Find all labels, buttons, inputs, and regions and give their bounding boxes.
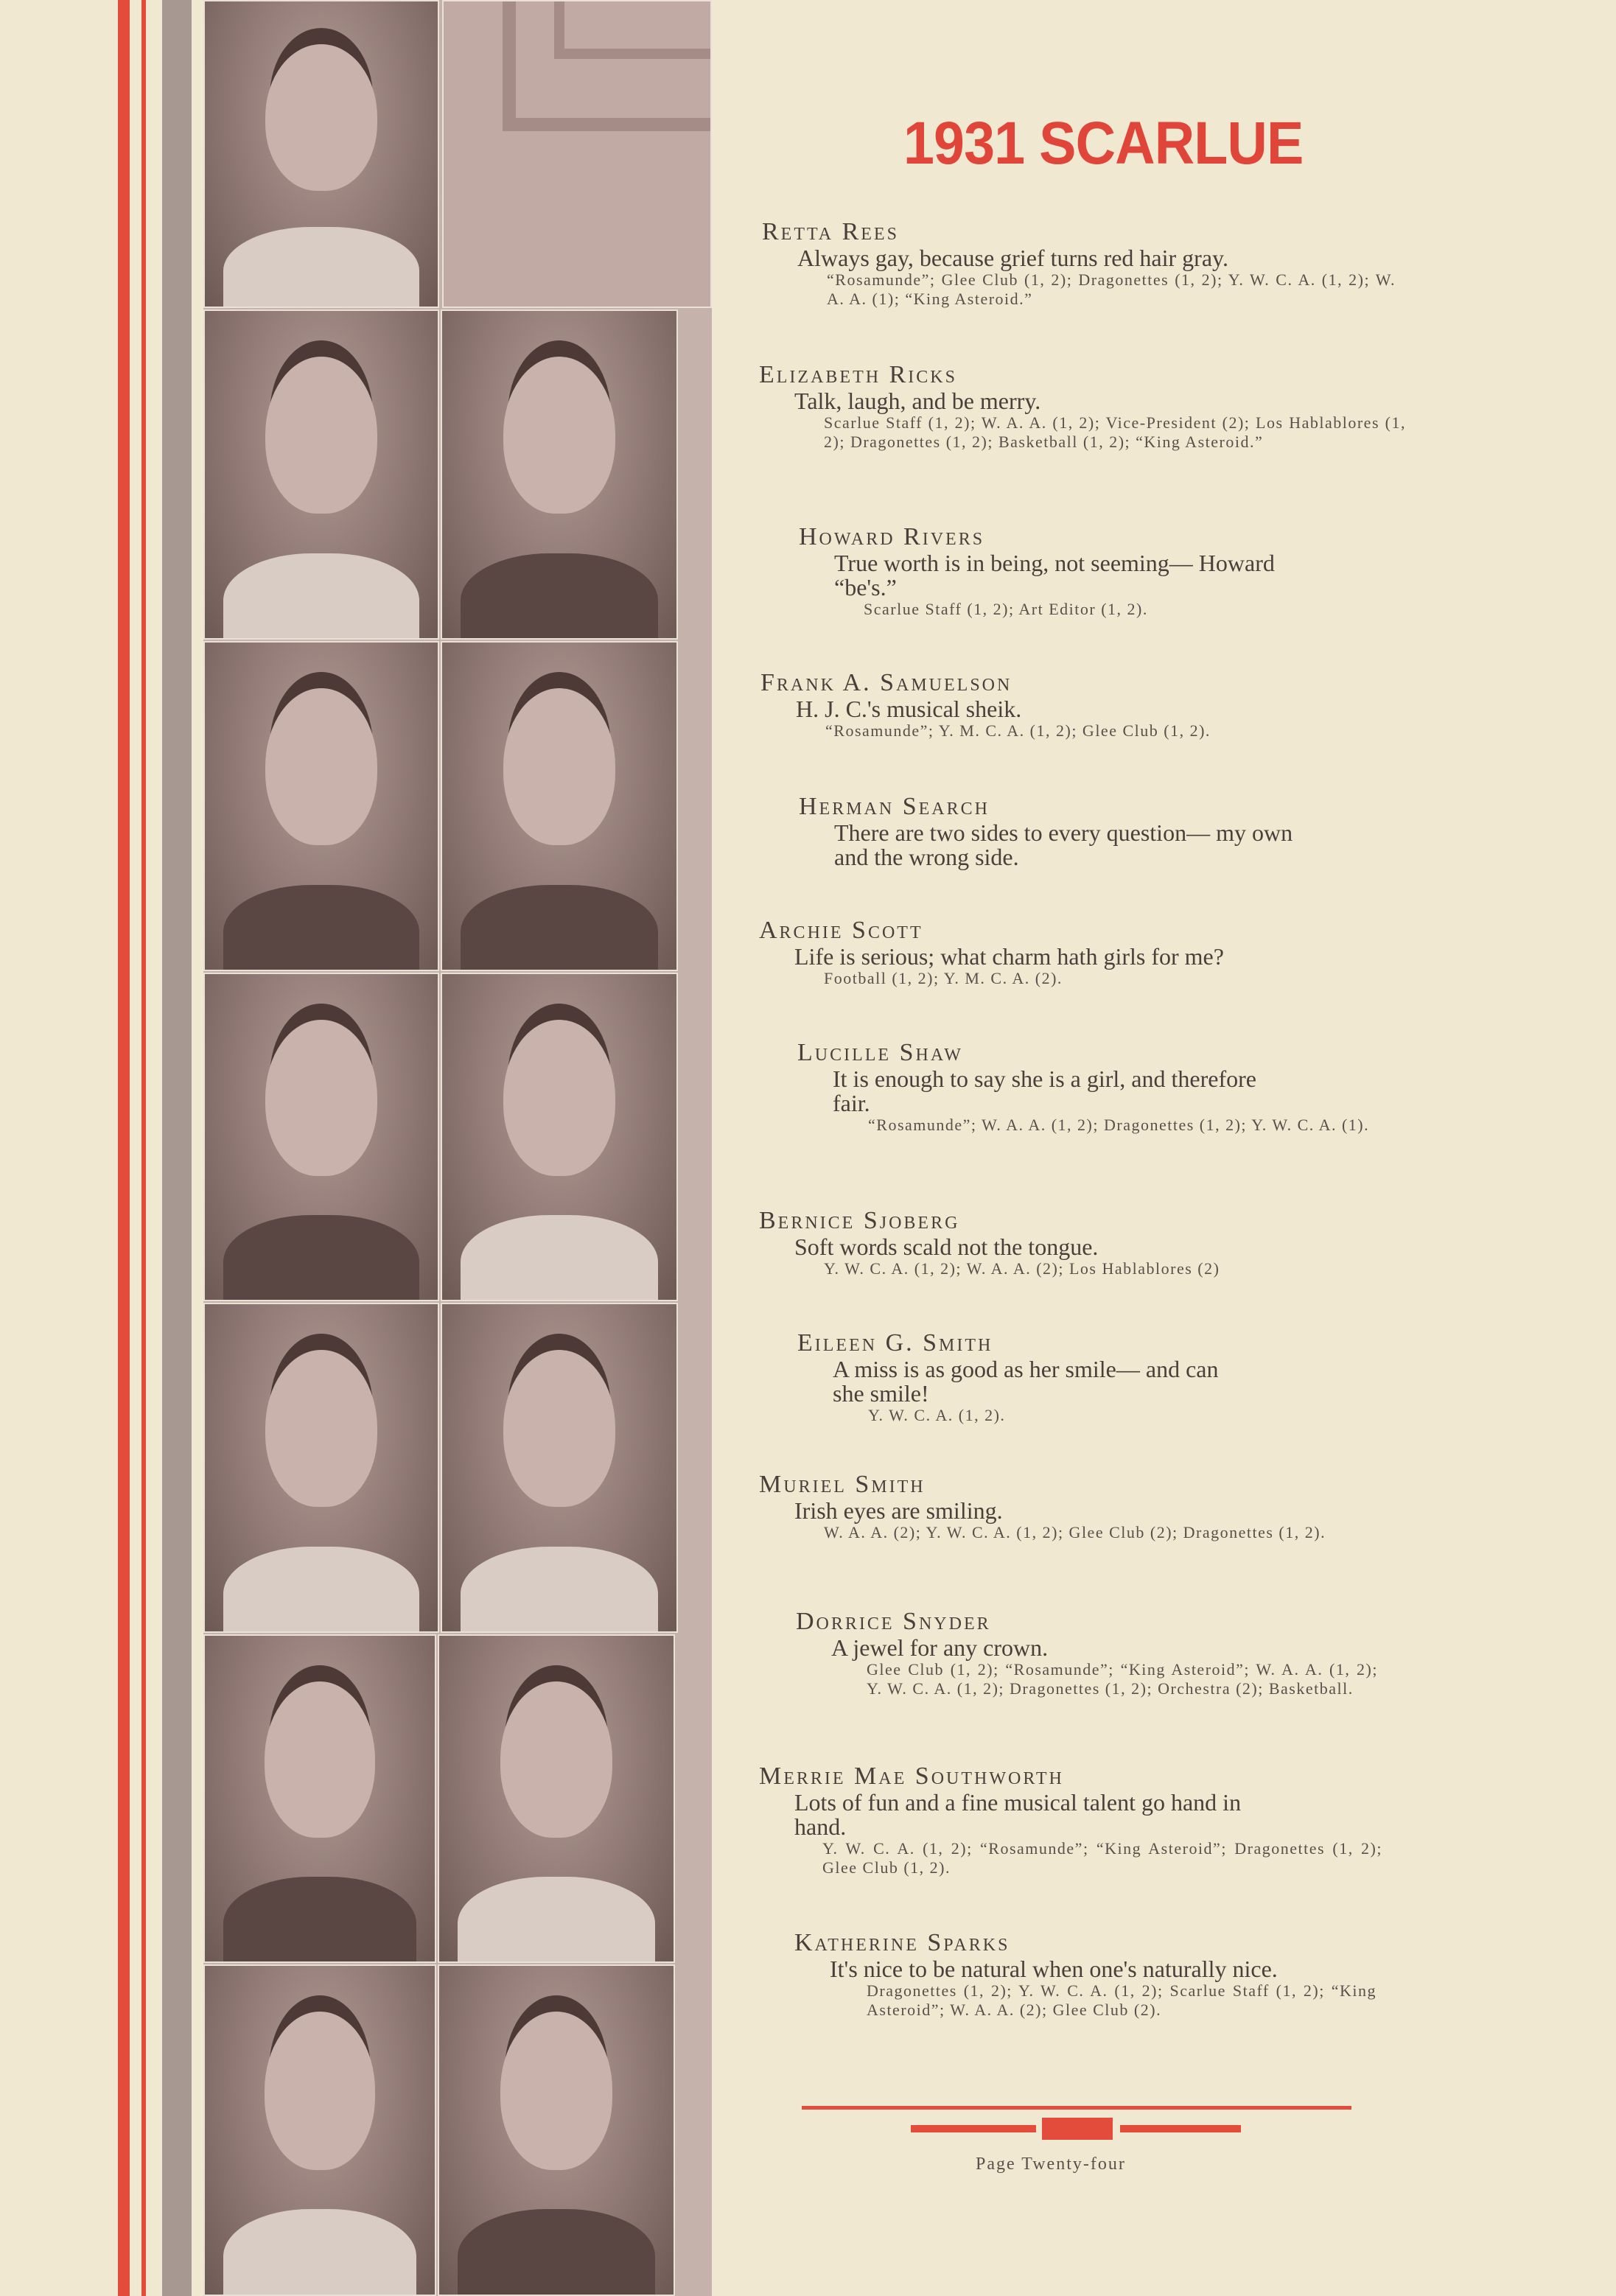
geometric-ornament <box>442 0 712 308</box>
portrait-photo <box>203 973 439 1301</box>
student-name: Dorrice Snyder <box>796 1608 991 1635</box>
student-motto: Talk, laugh, and be merry. <box>794 388 1041 414</box>
student-activities: Glee Club (1, 2); “Rosamunde”; “King Asteroid”; W. A. A. (1, 2); Y. W. C. A. (1, 2); Dragonettes (1, 2); Orchestra (2); Basketball. <box>867 1660 1378 1698</box>
student-name: Katherine Sparks <box>794 1929 1010 1956</box>
student-activities: Y. W. C. A. (1, 2); “Rosamunde”; “King Asteroid”; Dragonettes (1, 2); Glee Club (1, 2). <box>822 1839 1382 1877</box>
student-entry <box>760 669 1394 741</box>
student-entry <box>759 1207 1393 1278</box>
student-name: Merrie Mae Southworth <box>759 1763 1064 1790</box>
grey-margin-rule <box>162 0 192 2296</box>
student-motto: Lots of fun and a fine musical talent go hand in hand. <box>794 1789 1242 1840</box>
student-entry <box>794 1929 1377 2020</box>
student-name: Muriel Smith <box>759 1471 926 1498</box>
student-entry <box>796 1608 1378 1698</box>
student-entry <box>797 1039 1379 1135</box>
student-motto: Always gay, because grief turns red hair gray. <box>797 245 1228 271</box>
portrait-photo <box>203 1303 439 1633</box>
footer-ornament <box>911 2125 1036 2132</box>
student-activities: “Rosamunde”; Y. M. C. A. (1, 2); Glee Club (1, 2). <box>825 721 1211 740</box>
portrait-photo <box>441 1303 678 1633</box>
student-activities: W. A. A. (2); Y. W. C. A. (1, 2); Glee Club (2); Dragonettes (1, 2). <box>824 1523 1326 1541</box>
footer-ornament-center <box>1042 2118 1113 2140</box>
portrait-photo <box>438 1634 675 1963</box>
student-motto: Soft words scald not the tongue. <box>794 1233 1099 1260</box>
student-motto: There are two sides to every question— my own and the wrong side. <box>834 819 1293 870</box>
student-activities: Y. W. C. A. (1, 2); W. A. A. (2); Los Hablablores (2) <box>824 1259 1220 1278</box>
student-entry <box>759 917 1393 988</box>
student-name: Retta Rees <box>762 218 899 245</box>
student-activities: Football (1, 2); Y. M. C. A. (2). <box>824 969 1063 987</box>
portrait-photo <box>438 1964 675 2296</box>
student-activities: Scarlue Staff (1, 2); W. A. A. (1, 2); Vice-President (2); Los Hablablores (1, 2); Dragonettes (1, 2); Basketball (1, 2); “King Asteroid.” <box>824 413 1406 451</box>
footer-ornament <box>1120 2125 1241 2132</box>
student-motto: H. J. C.'s musical sheik. <box>796 696 1022 722</box>
portrait-photo <box>203 1964 436 2296</box>
student-entry <box>797 1329 1357 1425</box>
student-entry <box>799 793 1344 869</box>
student-name: Lucille Shaw <box>797 1039 963 1066</box>
portrait-photo <box>441 309 678 640</box>
student-name: Bernice Sjoberg <box>759 1207 960 1234</box>
footer-rule <box>802 2106 1351 2110</box>
red-margin-rule-thin <box>141 0 146 2296</box>
student-activities: “Rosamunde”; Glee Club (1, 2); Dragonettes (1, 2); Y. W. C. A. (1, 2); W. A. A. (1); “King Asteroid.” <box>827 270 1396 308</box>
student-motto: Irish eyes are smiling. <box>794 1497 1003 1524</box>
student-motto: A jewel for any crown. <box>831 1634 1049 1661</box>
student-name: Eileen G. Smith <box>797 1329 993 1357</box>
student-activities: “Rosamunde”; W. A. A. (1, 2); Dragonettes (1, 2); Y. W. C. A. (1). <box>868 1116 1370 1134</box>
student-entry <box>759 361 1406 452</box>
portrait-photo <box>203 0 439 308</box>
portrait-photo <box>441 973 678 1301</box>
student-name: Howard Rivers <box>799 523 985 550</box>
student-entry <box>762 218 1396 309</box>
student-entry <box>799 523 1344 619</box>
student-entry <box>759 1763 1393 1877</box>
student-activities: Dragonettes (1, 2); Y. W. C. A. (1, 2); Scarlue Staff (1, 2); “King Asteroid”; W. A. A. (2); Glee Club (2). <box>867 1981 1377 2019</box>
yearbook-title: 1931 SCARLUE <box>903 110 1304 177</box>
student-name: Frank A. Samuelson <box>760 669 1012 696</box>
portrait-photo <box>203 641 439 971</box>
page-number: Page Twenty-four <box>976 2155 1126 2174</box>
student-name: Herman Search <box>799 793 990 820</box>
student-activities: Scarlue Staff (1, 2); Art Editor (1, 2). <box>864 600 1148 618</box>
portrait-column <box>203 0 712 2296</box>
portrait-photo <box>203 309 439 640</box>
student-entry <box>759 1471 1393 1542</box>
student-motto: True worth is in being, not seeming— Howard “be's.” <box>834 550 1275 601</box>
student-name: Archie Scott <box>759 917 923 944</box>
student-motto: It's nice to be natural when one's naturally nice. <box>830 1956 1278 1982</box>
student-motto: Life is serious; what charm hath girls for me? <box>794 943 1224 970</box>
red-margin-rule <box>118 0 130 2296</box>
portrait-photo <box>203 1634 436 1963</box>
student-motto: A miss is as good as her smile— and can she smile! <box>833 1356 1219 1407</box>
student-activities: Y. W. C. A. (1, 2). <box>868 1406 1006 1424</box>
student-motto: It is enough to say she is a girl, and therefore fair. <box>833 1065 1256 1116</box>
student-name: Elizabeth Ricks <box>759 361 957 388</box>
portrait-photo <box>441 641 678 971</box>
